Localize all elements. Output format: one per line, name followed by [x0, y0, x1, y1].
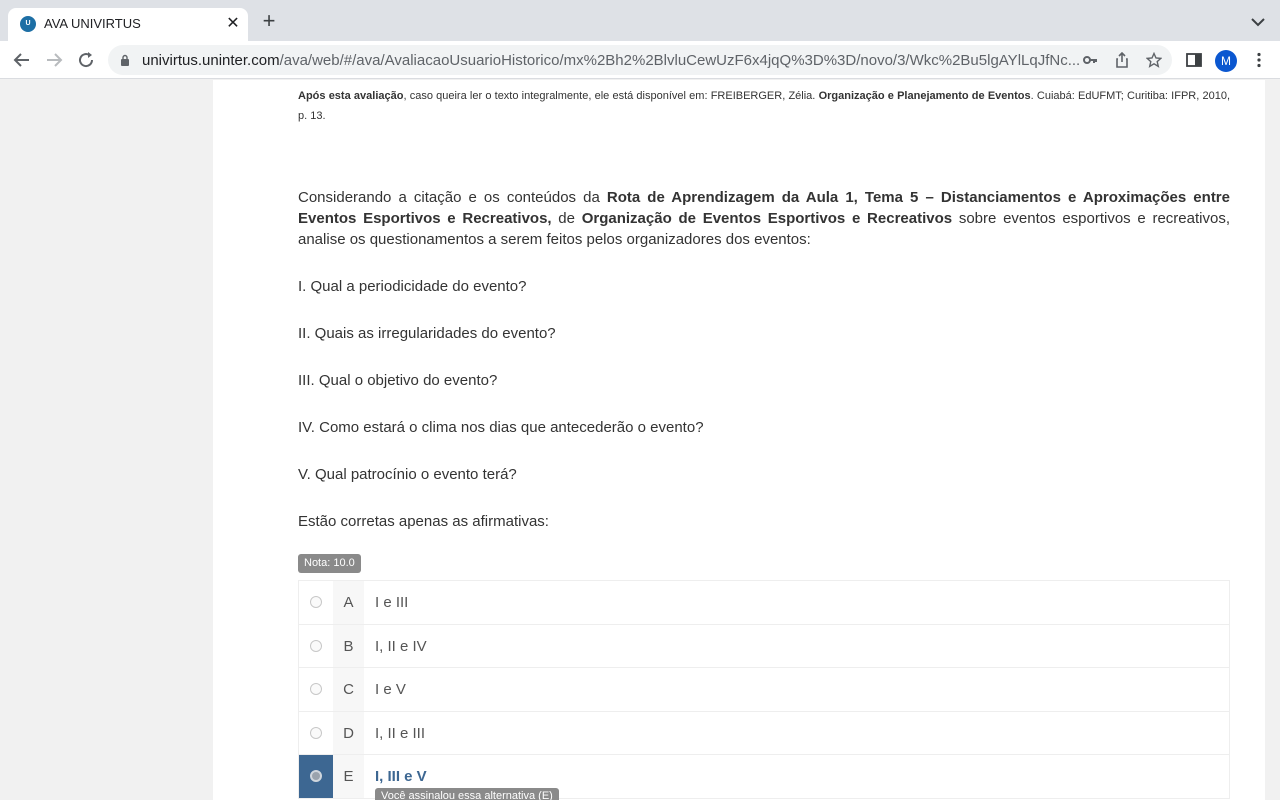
browser-tab[interactable] — [8, 8, 248, 41]
option-c[interactable] — [298, 668, 1230, 712]
share-icon[interactable] — [1114, 52, 1130, 68]
option-d[interactable] — [298, 712, 1230, 756]
url-text[interactable] — [142, 52, 1082, 69]
citation-middle: , caso queira ler o texto integralmente, ele está disponível em: FREIBERGER, Zélia. — [403, 90, 819, 102]
option-letter-cell — [333, 668, 364, 711]
intro-text-2: de — [551, 210, 582, 227]
bookmark-star-icon[interactable] — [1146, 52, 1162, 68]
radio-button[interactable] — [310, 683, 322, 695]
option-radio-cell[interactable] — [299, 755, 333, 798]
citation-tail: . Cuiabá: EdUFMT; Curitiba: IFPR, 2010, p. 13. — [298, 90, 1231, 122]
radio-button[interactable] — [310, 727, 322, 739]
tab-title: AVA UNIVIRTUS — [44, 16, 141, 31]
chevron-down-icon[interactable] — [1248, 15, 1268, 29]
option-text[interactable]: I e III — [375, 594, 409, 611]
profile-avatar[interactable]: M — [1215, 50, 1237, 72]
option-letter-cell — [333, 712, 364, 755]
statement-item: I. Qual a periodicidade do evento? — [298, 278, 527, 295]
url-host: univirtus.uninter.com — [142, 52, 280, 69]
page-viewport — [0, 80, 1280, 800]
intro-text-1: Considerando a citação e os conteúdos da — [298, 189, 607, 206]
option-text[interactable]: I, III e V — [375, 768, 427, 785]
option-letter: A — [343, 594, 354, 611]
intro-bold-1: Rota de Aprendizagem da Aula 1, Tema 5 – Distanciamentos e Aproximações entre Eventos Esportivos e Recreativos, — [298, 189, 1230, 227]
radio-button[interactable] — [310, 596, 322, 608]
close-tab-icon[interactable]: ✕ — [226, 15, 240, 32]
option-text[interactable]: I e V — [375, 681, 406, 698]
side-panel-icon[interactable] — [1185, 51, 1203, 69]
citation-book-title: Organização e Planejamento de Eventos — [818, 90, 1031, 102]
question-card — [213, 80, 1265, 800]
option-letter: B — [343, 637, 354, 655]
option-letter-cell — [333, 625, 364, 668]
option-letter: D — [343, 724, 354, 742]
reload-icon[interactable] — [76, 50, 96, 70]
question-statement — [298, 187, 1230, 250]
citation-lead: Após esta avaliação — [298, 90, 404, 102]
citation-text — [298, 86, 1230, 126]
option-letter-cell — [333, 581, 364, 624]
option-radio-cell[interactable] — [299, 668, 333, 711]
radio-button-selected[interactable] — [310, 770, 322, 782]
statement-item: V. Qual patrocínio o evento terá? — [298, 466, 517, 483]
answer-prompt: Estão corretas apenas as afirmativas: — [298, 513, 549, 530]
browser-tab-strip — [0, 0, 1280, 41]
forward-arrow-icon[interactable] — [44, 50, 64, 70]
more-menu-icon[interactable] — [1250, 51, 1268, 69]
option-letter-cell — [333, 755, 364, 798]
option-radio-cell[interactable] — [299, 712, 333, 755]
browser-toolbar — [0, 41, 1280, 79]
option-a[interactable] — [298, 581, 1230, 625]
option-radio-cell[interactable] — [299, 625, 333, 668]
univirtus-favicon-icon: U — [20, 16, 36, 32]
option-text[interactable]: I, II e III — [375, 724, 426, 742]
option-letter: C — [343, 681, 354, 698]
statement-item: III. Qual o objetivo do evento? — [298, 372, 498, 389]
statement-item: IV. Como estará o clima nos dias que antecederão o evento? — [298, 419, 704, 436]
option-letter: E — [343, 768, 354, 785]
new-tab-icon[interactable]: + — [262, 8, 276, 33]
key-icon[interactable] — [1082, 52, 1098, 68]
selected-answer-badge: Você assinalou essa alternativa (E) — [375, 788, 559, 800]
url-path: /ava/web/#/ava/AvaliacaoUsuarioHistorico/mx%2Bh2%2BlvluCewUzF6x4jqQ%3D%3D/novo/3/Wkc%2Bu5lgAYlLqJfNc... — [279, 52, 1081, 69]
statement-item: II. Quais as irregularidades do evento? — [298, 325, 556, 342]
radio-button[interactable] — [310, 640, 322, 652]
lock-icon[interactable] — [120, 54, 130, 66]
address-bar[interactable] — [108, 45, 1172, 75]
grade-badge: Nota: 10.0 — [298, 554, 361, 573]
option-e[interactable] — [298, 755, 1230, 799]
intro-text-3: sobre eventos esportivos e recreativos, analise os questionamentos a serem feitos pelos organizadores dos eventos: — [298, 210, 1230, 248]
back-arrow-icon[interactable] — [12, 50, 32, 70]
answer-options-list — [298, 580, 1230, 799]
option-radio-cell[interactable] — [299, 581, 333, 624]
option-b[interactable] — [298, 625, 1230, 669]
intro-bold-2: Organização de Eventos Esportivos e Recreativos — [581, 210, 953, 227]
option-text[interactable]: I, II e IV — [375, 637, 427, 655]
